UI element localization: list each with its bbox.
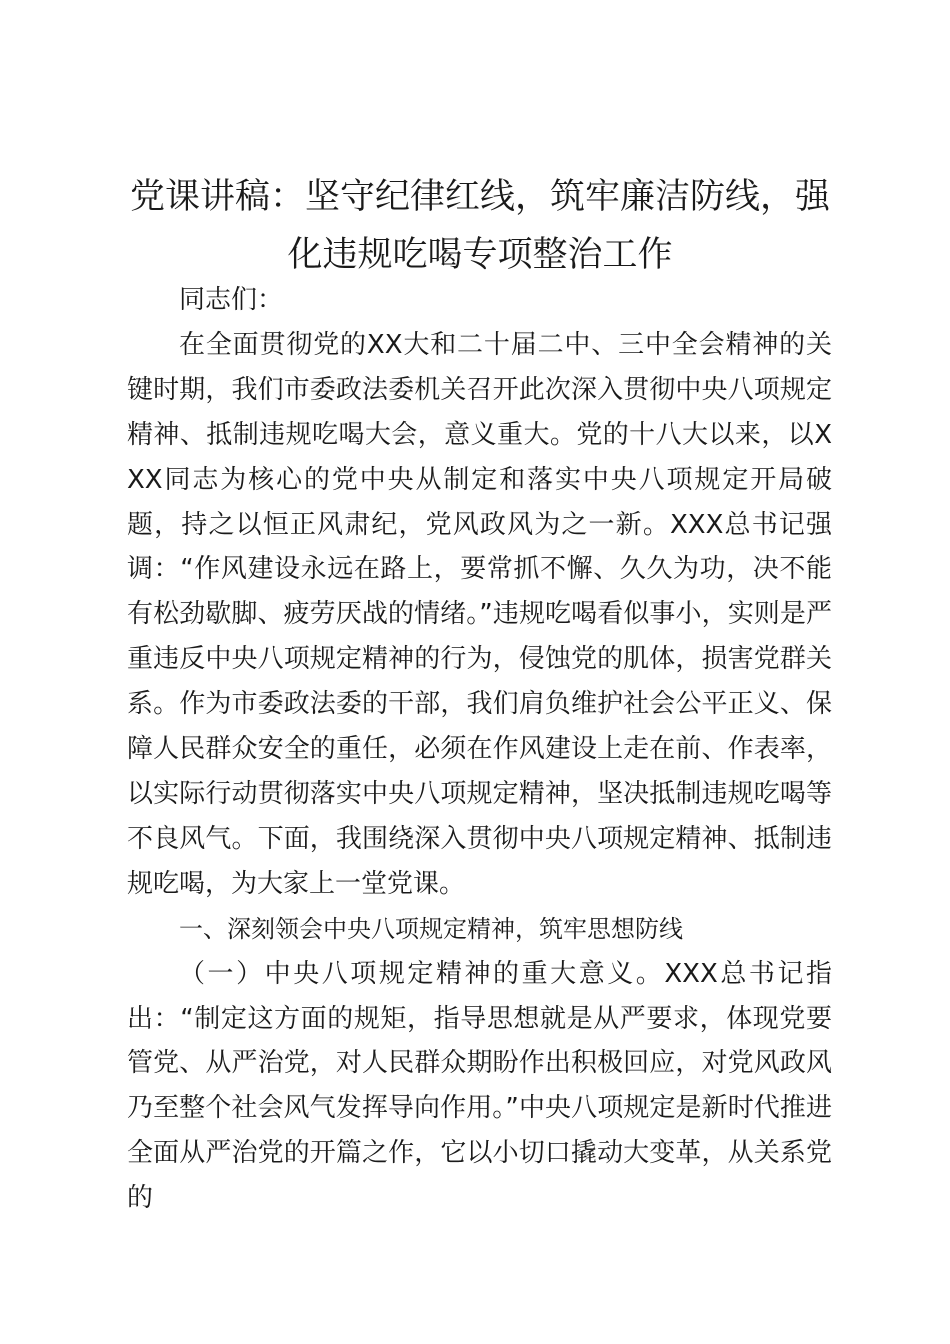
document-body [127, 278, 832, 1221]
section-heading-1: 一、深刻领会中央八项规定精神，筑牢思想防线 [179, 914, 683, 943]
salutation: 同志们： [179, 285, 284, 315]
document-title: 党课讲稿：坚守纪律红线，筑牢廉洁防线，强化违规吃喝专项整治工作 [129, 177, 830, 275]
paragraph-intro: 在全面贯彻党的XX大和二十届二中、三中全会精神的关键时期，我们市委政法委机关召开此次深入贯彻中央八项规定精神、抵制违规吃喝大会，意义重大。党的十八大以来，以XXX同志为核心的党中央从制定和落实中央八项规定开局破题，持之以恒正风肃纪，党风政风为之一新。XXX总书记强调：“作风建设永远在路上，要常抓不懈、久久为功，决不能有松劲歇脚、疲劳厌战的情绪。”违规吃喝看似事小，实则是严重违反中央八项规定精神的行为，侵蚀党的肌体，损害党群关系。作为市委政法委的干部，我们肩负维护社会公平正义、保障人民群众安全的重任，必须在作风建设上走在前、作表率，以实际行动贯彻落实中央八项规定精神，坚决抵制违规吃喝等不良风气。下面，我围绕深入贯彻中央八项规定精神、抵制违规吃喝，为大家上一堂党课。 [127, 329, 832, 899]
paragraph-significance: （一）中央八项规定精神的重大意义。XXX总书记指出：“制定这方面的规矩，指导思想就是从严要求，体现党要管党、从严治党，对人民群众期盼作出积极回应，对党风政风乃至整个社会风气发挥导向作用。”中央八项规定是新时代推进全面从严治党的开篇之作，它以小切口撬动大变革，从关系党的 [127, 958, 832, 1214]
